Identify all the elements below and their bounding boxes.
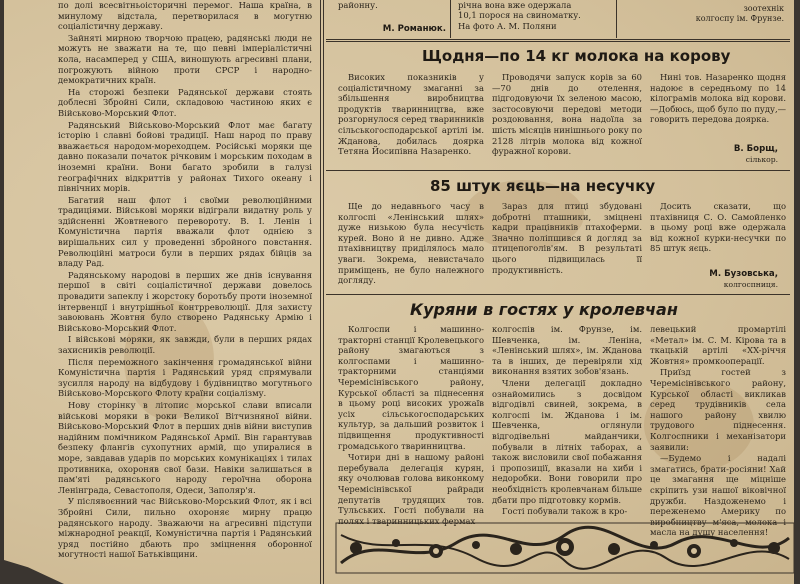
top-strip-line: колгоспу ім. Фрунзе. [695, 14, 784, 23]
article2-col3 [650, 201, 786, 255]
top-strip-signature: М. Романюк. [382, 24, 446, 34]
article2-signature: М. Бузовська, [709, 269, 778, 279]
article3-col2-text: колгоспів ім. Фрунзе, ім. Шевченка, ім. Леніна, «Ленінський шлях», ім. Жданова та в інших, де перевіряли хід виконання взятих зобов'язань. [492, 324, 642, 377]
left-paragraph-3: На сторожі безпеки Радянської держави стоять доблесні Збройні Сили, складовою частиною яких є Військово-Морський Флот. [58, 86, 312, 118]
article3-col1-text: Колгоспи і машинно-тракторні станції Кролевецького району змагаються з колгоспами і машинно-тракторними станціями Черемісінівського району, Курської області за піднесення в цьому році високих урожаїв усіх сільськогосподарських культур, за дальший розвиток і підвищення продуктивності громадського тваринництва. [338, 324, 484, 451]
paper-tear [4, 560, 64, 584]
section-rule [326, 41, 790, 42]
article2-signature-sub: колгоспниця. [723, 280, 778, 289]
article1-signature-sub: сількор. [745, 155, 778, 164]
article1-headline: Щодня—по 14 кг молока на корову [422, 47, 731, 65]
newspaper-page [4, 0, 794, 584]
column-divider [450, 0, 451, 38]
left-paragraph-9: Нову сторінку в літопис морської слави вписали військові моряки в роки Великої Вітчизняної війни. Військово-Морський Флот в перших днів війни виступив надійним помічником Радянської Армії. Він гарантував безпеку флангів сухопутних армій, що упиралися в море, завдавав ударів по морських комунікаціях і тилах противника, охороняв свої бази. Навіки залишаться в пам'яті радянського народу героїчна оборона Ленінграда, Севастополя, Одеси, Заполяр'я. [58, 399, 312, 495]
article3-col3c-text: —Будемо і надалі змагатись, брати-росіяни! Хай це змагання ще міцніше скріпить узи нашої віковічної дружби. Наздоженемо і переженемо Америку по виробництву м'яса, молока і масла на душу населення! [650, 453, 786, 538]
column-divider [616, 0, 617, 38]
top-strip-left: районну. [338, 0, 378, 10]
left-paragraph-1: по долі всесвітньоісторичні перемог. Наша країна, в минулому відстала, перетворилася в могутню соціалістичну державу. [58, 0, 312, 32]
left-paragraph-10: У післявоєнний час Військово-Морський Флот, як і всі Збройні Сили, пильно охороняє мирну працю радянського народу. Зважаючи на агресивні підступи міжнародної реакції, Комуністична партія і Радянський уряд постійно дбають про зміцнення оборонної могутності нашої Батьківщини. [58, 496, 312, 560]
top-strip-line: 10,1 порося на свиноматку. [458, 10, 581, 21]
article1-col2 [492, 72, 642, 158]
article3-col3b-text: Приїзд гостей з Черемісінівського району, Курської області викликав серед трудівників села нашого району хвилю трудового піднесення. Колгоспники і механізатори заявили: [650, 367, 786, 452]
article1-signature: В. Борщ, [733, 144, 778, 154]
top-strip-middle [458, 0, 612, 31]
left-paragraph-5: Багатий наш флот і своїми революційними традиціями. Військові моряки відіграли видатну роль у здійсненні Жовтневого перевороту. В. І. Ленін і Комуністична партія вважали флот однією з вирішальних сил у проведенні збройного повстання. Революційні матроси були в перших рядах бійців за владу Рад. [58, 194, 312, 269]
article3-col3-text: левецький промартілі «Метал» ім. С. М. Кірова та в ткацькій артілі «XX-річчя Жовтня» промкооперації. [650, 324, 786, 366]
article1-col3 [650, 72, 786, 126]
article2-col2 [492, 201, 642, 276]
article3-headline: Куряни в гостях у кролевчан [410, 300, 678, 319]
top-strip-line: На фото А. М. Поляни [458, 20, 557, 31]
article2-col1-text: Ще до недавнього часу в колгоспі «Ленінський шлях» дуже низькою була несучість курей. Воно й не дивно. Адже птахівництву приділялось мало уваги. Зокрема, невистачало приміщень, не було належного догляду. [338, 201, 484, 286]
article3-col2c-text: Гості побували також в кро- [502, 506, 628, 517]
left-paragraph-6: Радянському народові в перших же днів існування першої в світі соціалістичної держави довелось провадити запеклу і жорстоку боротьбу проти іноземної інтервенції і внутрішньої контрреволюції. Для захисту завоювань Жовтня було створено Радянську Армію і Військово-Морський Флот. [58, 269, 312, 333]
left-paragraph-2: Зайняті мирною творчою працею, радянські люди не можуть не зважати на те, що певні імперіалістичні кола, насамперед у США, виношують агресивні плани, погрожують війною проти СРСР і народно-демократичних країн. [58, 32, 312, 86]
top-strip-right [624, 4, 784, 24]
floral-ornament [336, 523, 794, 573]
left-paragraph-8: Після переможного закінчення громадянської війни Комуністична партія і Радянський уряд спрямували зусилля народу на відбудову і будівництво могутнього Військово-Морського Флоту країни соціалізму. [58, 356, 312, 399]
top-strip-line: річна вона вже одержала [458, 0, 572, 10]
column-divider [323, 0, 324, 584]
left-column [58, 0, 312, 560]
article3-col1 [338, 324, 484, 526]
article3-col3 [650, 324, 786, 538]
article3-col2 [492, 324, 642, 520]
article1-col1-text: Високих показників у соціалістичному змаганні за збільшення виробництва продуктів тваринництва, вже розгорнулося серед тваринників сільськогосподарської артілі ім. Жданова, добилась доярка Тетяна Йосипівна Назаренко. [338, 72, 484, 157]
article2-col2-text: Зараз для птиці збудовані добротні пташники, зміцнені кадри працівників птахоферми. Значно поліпшився й догляд за птицепоголів'ям. В результаті цього підвищилась її продуктивність. [492, 201, 642, 275]
top-strip-line: зоотехнік [743, 4, 784, 13]
section-rule [326, 294, 790, 295]
article3-col2b-text: Члени делегації докладно ознайомились з досвідом відгодівлі свиней, зокрема, в колгоспі ім. Жданова і ім. Шевченка, оглянули відгодівельні майданчики, побували в літніх таборах, а також висловили свої побажання і пропозиції, вказали на хиби і недоробки. Вони говорили про необхідність кролевчанам більше дбати про підготовку кормів. [492, 377, 642, 505]
article2-col1 [338, 201, 484, 287]
article1-col3-text: Нині тов. Назаренко щодня надоює в середньому по 14 кілограмів молока від корови. —Добюсь, щоб було по пуду,—говорить передова доярка. [650, 72, 786, 125]
column-divider [320, 0, 321, 584]
left-paragraph-7: І військові моряки, як завжди, були в перших рядах захисників революції. [58, 334, 312, 355]
article1-col2-text: Проводячи запуск корів за 60—70 днів до отелення, підгодовуючи їх зеленою масою, застосовуючи передові методи роздоювання, вона надоїла за шість місяців нинішнього року по 2128 літрів молока від кожної фуражної корови. [492, 72, 642, 157]
left-paragraph-4: Радянський Військово-Морський Флот має багату історію і славні бойові традиції. Наш народ по праву вважається народом-мореходцем. Російські моряки ще давно показали початок річковим і морським походам в іноземні країни. Вони багато зробили в галузі географічних відкриттів у районах Тихого океану і північних морів. [58, 119, 312, 194]
article2-col3-text: Досить сказати, що птахівниця С. О. Самойленко в цьому році вже одержала від кожної курки-несучки по 85 штук яєць. [650, 201, 786, 254]
article2-headline: 85 штук яєць—на несучку [430, 177, 656, 195]
article3-col1b-text: Чотири дні в нашому районі перебувала делегація курян, яку очолював голова виконкому Черемісінівської райради депутатів трудящих тов. Тульських. Гості побували на полях і тваринницьких фермах [338, 452, 484, 526]
article1-col1 [338, 72, 484, 158]
section-rule [326, 39, 790, 40]
section-rule [326, 170, 790, 171]
